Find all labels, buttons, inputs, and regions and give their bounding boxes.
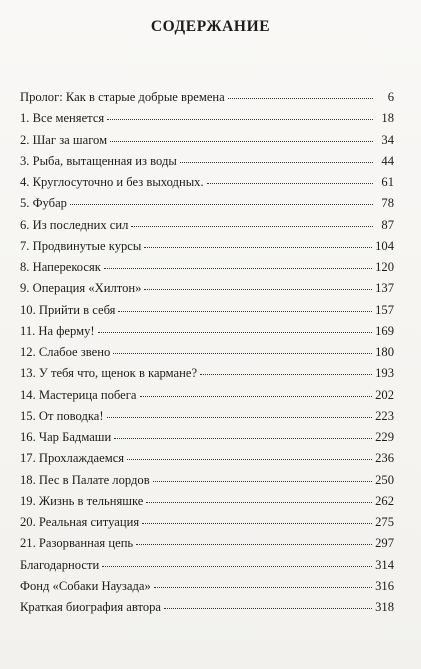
toc-entry-page-number: 223 <box>375 408 394 423</box>
toc-entry <box>20 427 394 448</box>
toc-entry <box>20 87 394 108</box>
toc-entry-title: 6. Из последних сил <box>20 217 129 232</box>
toc-entry-title: 2. Шаг за шагом <box>20 132 108 147</box>
toc-entry <box>20 193 394 214</box>
toc-entry-page-number: 202 <box>375 387 394 402</box>
toc-entry-title: 17. Прохлаждаемся <box>20 451 125 466</box>
toc-entry-page-number: 193 <box>375 366 394 381</box>
toc-entry <box>20 236 394 257</box>
toc-entry <box>20 470 394 491</box>
toc-entry-title: 11. На ферму! <box>20 323 95 338</box>
page-title: СОДЕРЖАНИЕ <box>150 18 271 35</box>
dot-leader <box>114 437 372 439</box>
toc-entry-page-number: 297 <box>375 536 394 551</box>
toc-entry-title: 14. Мастерица побега <box>20 387 137 402</box>
dot-leader <box>107 416 373 418</box>
toc-entry-title: 3. Рыба, вытащенная из воды <box>20 153 177 168</box>
toc-entry-page-number: 316 <box>375 578 394 593</box>
dot-leader <box>107 118 373 120</box>
toc-entry-title: Фонд «Собаки Наузада» <box>20 578 151 593</box>
toc-entry <box>20 576 394 597</box>
toc-entry-page-number: 262 <box>375 493 394 508</box>
toc-entry-page-number: 87 <box>381 217 394 232</box>
toc-entry <box>20 215 394 236</box>
toc-entry-title: 16. Чар Бадмаши <box>20 430 112 444</box>
dot-leader <box>153 480 372 482</box>
toc-entry <box>20 597 394 618</box>
toc-entry-title: 19. Жизнь в тельняшке <box>20 493 144 508</box>
dot-leader <box>70 203 373 205</box>
toc-entry-title: 18. Пес в Палате лордов <box>20 472 150 487</box>
toc-entry-page-number: 229 <box>375 430 394 444</box>
dot-leader <box>228 97 373 99</box>
toc-entry-page-number: 18 <box>381 111 394 126</box>
toc-entry-page-number: 250 <box>375 472 394 487</box>
toc-entry <box>20 278 394 299</box>
toc-entry <box>20 342 394 363</box>
toc-entry-title: 9. Операция «Хилтон» <box>20 281 142 296</box>
toc-entry-title: 13. У тебя что, щенок в кармане? <box>20 366 198 381</box>
toc-entry <box>20 448 394 469</box>
toc-entry-title: 10. Прийти в себя <box>20 302 116 317</box>
toc-entry-page-number: 120 <box>375 260 394 274</box>
dot-leader <box>98 331 373 333</box>
toc-entry <box>20 491 394 512</box>
toc-entry-title: 4. Круглосуточно и без выходных. <box>20 175 204 189</box>
dot-leader <box>113 352 372 354</box>
toc-entry-title: Краткая биография автора <box>20 600 162 614</box>
toc-entry-page-number: 314 <box>375 557 394 572</box>
toc-entry <box>20 172 394 193</box>
toc-entry <box>20 130 394 151</box>
toc-entry <box>20 363 394 384</box>
dot-leader <box>127 458 372 460</box>
toc-entry <box>20 512 394 533</box>
toc-entry-page-number: 157 <box>375 302 394 317</box>
toc-entry <box>20 151 394 172</box>
toc-entry-title: 8. Наперекосяк <box>20 260 101 274</box>
dot-leader <box>164 607 372 609</box>
dot-leader <box>144 288 372 290</box>
toc-entry <box>20 257 394 278</box>
toc-entry-page-number: 104 <box>375 238 394 253</box>
toc-entry-title: 5. Фубар <box>20 196 67 211</box>
toc-entry <box>20 555 394 576</box>
toc-entry <box>20 533 394 554</box>
toc-entry-page-number: 61 <box>381 175 394 189</box>
dot-leader <box>180 161 373 163</box>
toc-entry-page-number: 34 <box>381 132 394 147</box>
dot-leader <box>110 140 373 142</box>
table-of-contents <box>20 87 394 618</box>
toc-entry-page-number: 275 <box>375 515 394 529</box>
toc-entry-page-number: 180 <box>375 345 394 359</box>
toc-entry <box>20 321 394 342</box>
toc-entry-title: 15. От поводка! <box>20 408 104 423</box>
dot-leader <box>140 395 373 397</box>
dot-leader <box>142 522 372 524</box>
toc-entry-title: 7. Продвинутые курсы <box>20 238 142 253</box>
toc-entry-page-number: 318 <box>375 600 394 614</box>
dot-leader <box>118 310 372 312</box>
dot-leader <box>144 246 372 248</box>
toc-entry <box>20 385 394 406</box>
dot-leader <box>200 373 372 375</box>
toc-entry-page-number: 236 <box>375 451 394 466</box>
dot-leader <box>146 501 372 503</box>
dot-leader <box>131 225 373 227</box>
toc-entry-page-number: 137 <box>375 281 394 296</box>
toc-entry-title: Благодарности <box>20 557 100 572</box>
dot-leader <box>136 543 372 545</box>
toc-entry-page-number: 6 <box>387 90 394 104</box>
toc-entry-page-number: 78 <box>381 196 394 211</box>
toc-entry-page-number: 44 <box>381 153 394 168</box>
toc-entry-title: 12. Слабое звено <box>20 345 111 359</box>
dot-leader <box>104 267 372 269</box>
toc-entry-title: Пролог: Как в старые добрые времена <box>20 90 225 104</box>
dot-leader <box>102 565 372 567</box>
toc-entry <box>20 406 394 427</box>
dot-leader <box>154 586 372 588</box>
toc-entry-title: 1. Все меняется <box>20 111 105 126</box>
toc-entry-title: 21. Разорванная цепь <box>20 536 134 551</box>
dot-leader <box>207 182 373 184</box>
toc-entry-page-number: 169 <box>375 323 394 338</box>
toc-entry <box>20 108 394 129</box>
toc-entry <box>20 300 394 321</box>
toc-entry-title: 20. Реальная ситуация <box>20 515 140 529</box>
